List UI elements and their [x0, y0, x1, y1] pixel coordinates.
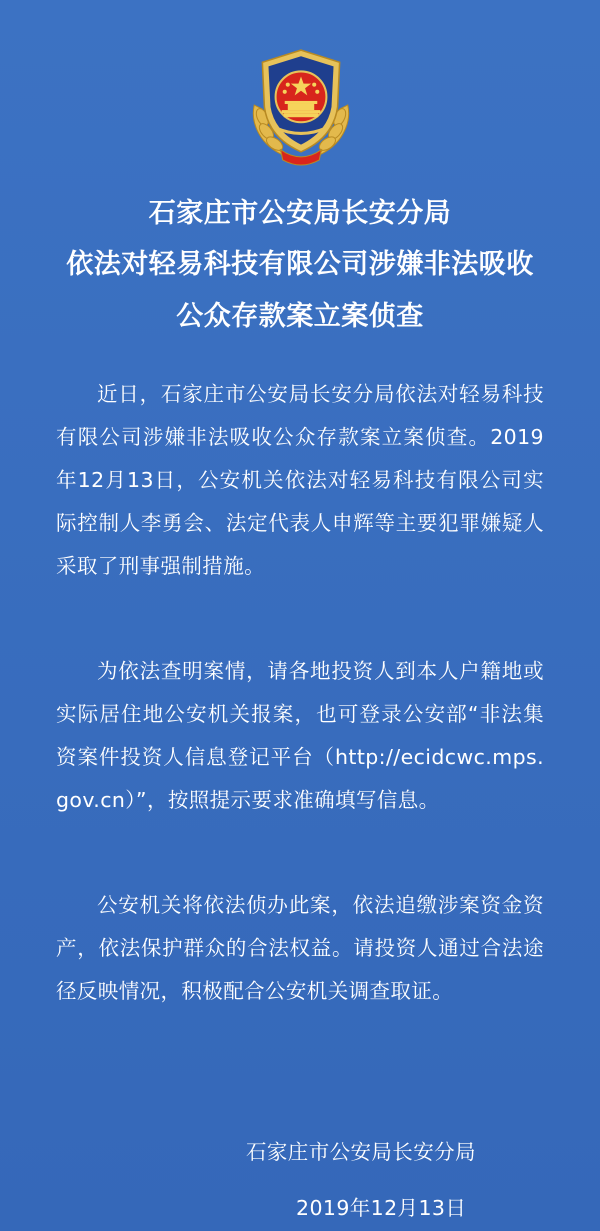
paragraph-investigation: 近日，石家庄市公安局长安分局依法对轻易科技有限公司涉嫌非法吸收公众存款案立案侦查。2019年12月13日，公安机关依法对轻易科技有限公司实际控制人李勇会、法定代表人申辉等主要犯罪嫌疑人采取了刑事强制措施。	[56, 382, 544, 578]
signature-organization: 石家庄市公安局长安分局	[246, 1140, 476, 1164]
signature-date: 2019年12月13日	[296, 1196, 467, 1220]
title-line-1: 石家庄市公安局长安分局	[148, 198, 452, 229]
police-emblem-icon	[240, 44, 362, 166]
title-line-2: 依法对轻易科技有限公司涉嫌非法吸收	[66, 249, 534, 280]
paragraph-report-instructions: 为依法查明案情，请各地投资人到本人户籍地或实际居住地公安机关报案，也可登录公安部“非法集资案件投资人信息登记平台（http://ecidcwc.mps.gov.cn）”，按照提示要求准确填写信息。	[56, 659, 544, 812]
paragraph-asset-recovery: 公安机关将依法侦办此案，依法追缴涉案资金资产，依法保护群众的合法权益。请投资人通过合法途径反映情况，积极配合公安机关调查取证。	[56, 893, 544, 1003]
title-line-3: 公众存款案立案侦查	[176, 301, 424, 332]
